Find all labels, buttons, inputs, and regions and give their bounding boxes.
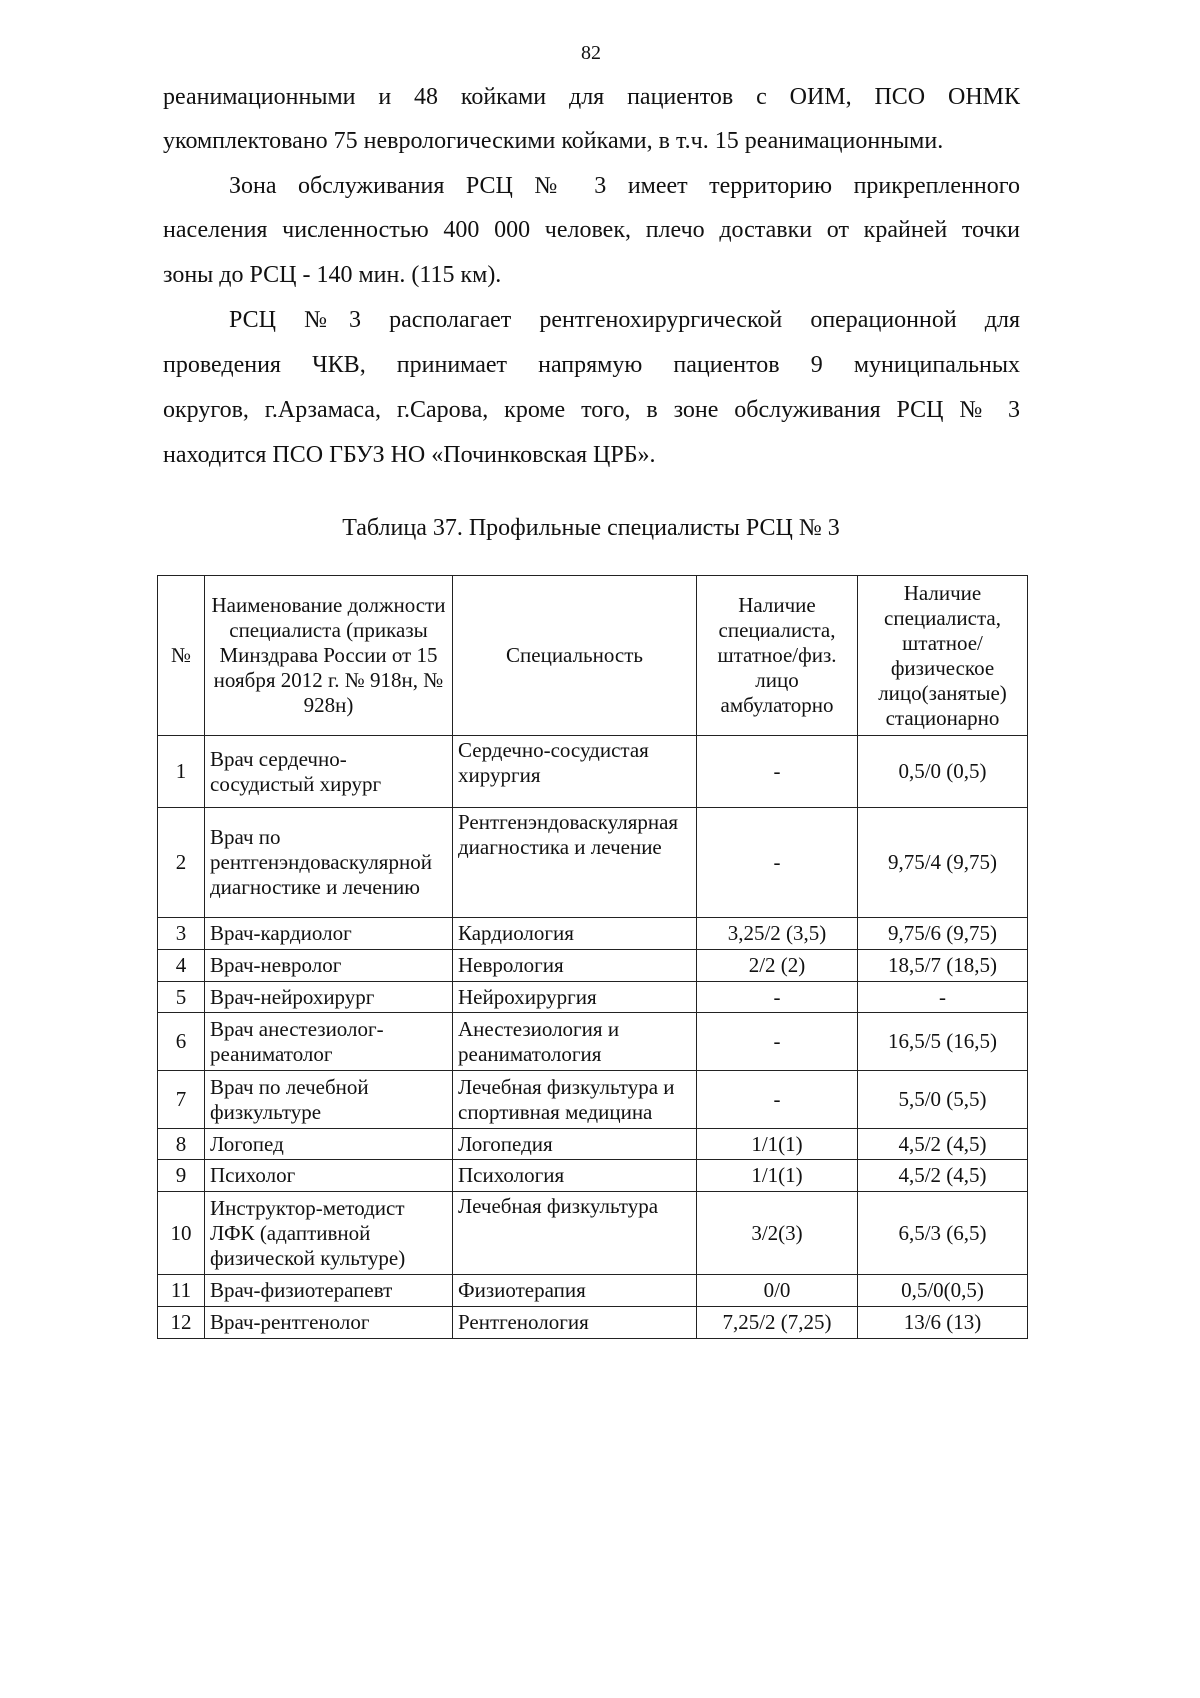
paragraph-line: реанимационными и 48 койками для пациентов с ОИМ, ПСО ОНМК — [163, 84, 1020, 110]
position-cell: Логопед — [205, 1129, 453, 1160]
paragraph-line: Зона обслуживания РСЦ № 3 имеет территорию прикрепленного — [229, 173, 1020, 199]
table-caption: Таблица 37. Профильные специалисты РСЦ № 3 — [342, 515, 840, 541]
outpatient-cell: 1/1(1) — [697, 1129, 858, 1160]
specialty-cell: Анестезиология и реаниматология — [453, 1013, 697, 1071]
specialty-cell: Психология — [453, 1160, 697, 1192]
position-cell: Врач сердечно-сосудистый хирург — [205, 736, 453, 808]
outpatient-cell: - — [697, 736, 858, 808]
position-cell: Врач-физиотерапевт — [205, 1275, 453, 1307]
outpatient-cell: - — [697, 808, 858, 918]
position-cell: Врач по рентгенэндоваскулярной диагностике и лечению — [205, 808, 453, 918]
row-number: 6 — [158, 1013, 205, 1071]
outpatient-cell: - — [697, 1071, 858, 1129]
position-cell: Врач по лечебной физкультуре — [205, 1071, 453, 1129]
table-row — [158, 1013, 1028, 1071]
table-row — [158, 736, 1028, 808]
table-row — [158, 1307, 1028, 1339]
inpatient-cell: 4,5/2 (4,5) — [858, 1129, 1028, 1160]
specialty-cell: Лечебная физкультура и спортивная медицина — [453, 1071, 697, 1129]
row-number: 4 — [158, 950, 205, 982]
position-cell: Врач анестезиолог-реаниматолог — [205, 1013, 453, 1071]
paragraph-line: округов, г.Арзамаса, г.Сарова, кроме того, в зоне обслуживания РСЦ № 3 — [163, 397, 1020, 423]
specialty-cell: Кардиология — [453, 918, 697, 950]
table-row — [158, 1160, 1028, 1192]
row-number: 12 — [158, 1307, 205, 1339]
row-number: 8 — [158, 1129, 205, 1160]
outpatient-cell: - — [697, 1013, 858, 1071]
table-row — [158, 1192, 1028, 1275]
paragraph-line: проведения ЧКВ, принимает напрямую пациентов 9 муниципальных — [163, 352, 1020, 378]
page-number: 82 — [581, 42, 601, 64]
specialty-cell: Рентгенология — [453, 1307, 697, 1339]
inpatient-cell: 9,75/6 (9,75) — [858, 918, 1028, 950]
inpatient-cell: 0,5/0(0,5) — [858, 1275, 1028, 1307]
outpatient-cell: 3,25/2 (3,5) — [697, 918, 858, 950]
paragraph-line: РСЦ №3 располагает рентгенохирургической операционной для — [229, 307, 1020, 333]
inpatient-cell: - — [858, 982, 1028, 1013]
specialty-cell: Лечебная физкультура — [453, 1192, 697, 1275]
position-cell: Врач-рентгенолог — [205, 1307, 453, 1339]
row-number: 9 — [158, 1160, 205, 1192]
specialty-cell: Неврология — [453, 950, 697, 982]
specialty-cell: Сердечно-сосудистая хирургия — [453, 736, 697, 808]
inpatient-cell: 6,5/3 (6,5) — [858, 1192, 1028, 1275]
row-number: 3 — [158, 918, 205, 950]
specialty-cell: Логопедия — [453, 1129, 697, 1160]
header-cell: Специальность — [453, 576, 697, 736]
table-row — [158, 918, 1028, 950]
table-header-row — [158, 576, 1028, 736]
table-row — [158, 982, 1028, 1013]
specialty-cell: Физиотерапия — [453, 1275, 697, 1307]
position-cell: Инструктор-методист ЛФК (адаптивной физической культуре) — [205, 1192, 453, 1275]
row-number: 7 — [158, 1071, 205, 1129]
table-row — [158, 1129, 1028, 1160]
paragraph-line: находится ПСО ГБУЗ НО «Починковская ЦРБ». — [163, 442, 656, 468]
paragraph-line: укомплектовано 75 неврологическими койками, в т.ч. 15 реанимационными. — [163, 128, 944, 154]
outpatient-cell: 2/2 (2) — [697, 950, 858, 982]
paragraph-line: зоны до РСЦ - 140 мин. (115 км). — [163, 262, 502, 288]
outpatient-cell: 3/2(3) — [697, 1192, 858, 1275]
inpatient-cell: 4,5/2 (4,5) — [858, 1160, 1028, 1192]
row-number: 2 — [158, 808, 205, 918]
outpatient-cell: 0/0 — [697, 1275, 858, 1307]
inpatient-cell: 16,5/5 (16,5) — [858, 1013, 1028, 1071]
header-cell: Наименование должности специалиста (приказы Минздрава России от 15 ноября 2012 г. № 918н, № 928н) — [205, 576, 453, 736]
outpatient-cell: 7,25/2 (7,25) — [697, 1307, 858, 1339]
specialty-cell: Рентгенэндоваскулярная диагностика и лечение — [453, 808, 697, 918]
row-number: 10 — [158, 1192, 205, 1275]
table-row — [158, 808, 1028, 918]
table-row — [158, 1275, 1028, 1307]
paragraph-line: населения численностью 400 000 человек, плечо доставки от крайней точки — [163, 217, 1020, 243]
header-cell: № — [158, 576, 205, 736]
inpatient-cell: 13/6 (13) — [858, 1307, 1028, 1339]
row-number: 1 — [158, 736, 205, 808]
header-cell: Наличие специалиста, штатное/физическое лицо(занятые) стационарно — [858, 576, 1028, 736]
position-cell: Психолог — [205, 1160, 453, 1192]
outpatient-cell: - — [697, 982, 858, 1013]
inpatient-cell: 18,5/7 (18,5) — [858, 950, 1028, 982]
inpatient-cell: 0,5/0 (0,5) — [858, 736, 1028, 808]
position-cell: Врач-нейрохирург — [205, 982, 453, 1013]
position-cell: Врач-невролог — [205, 950, 453, 982]
inpatient-cell: 9,75/4 (9,75) — [858, 808, 1028, 918]
inpatient-cell: 5,5/0 (5,5) — [858, 1071, 1028, 1129]
outpatient-cell: 1/1(1) — [697, 1160, 858, 1192]
specialty-cell: Нейрохирургия — [453, 982, 697, 1013]
row-number: 11 — [158, 1275, 205, 1307]
table-row — [158, 950, 1028, 982]
table-row — [158, 1071, 1028, 1129]
header-cell: Наличие специалиста, штатное/физ. лицо амбулаторно — [697, 576, 858, 736]
row-number: 5 — [158, 982, 205, 1013]
specialists-table — [157, 575, 1028, 1339]
position-cell: Врач-кардиолог — [205, 918, 453, 950]
